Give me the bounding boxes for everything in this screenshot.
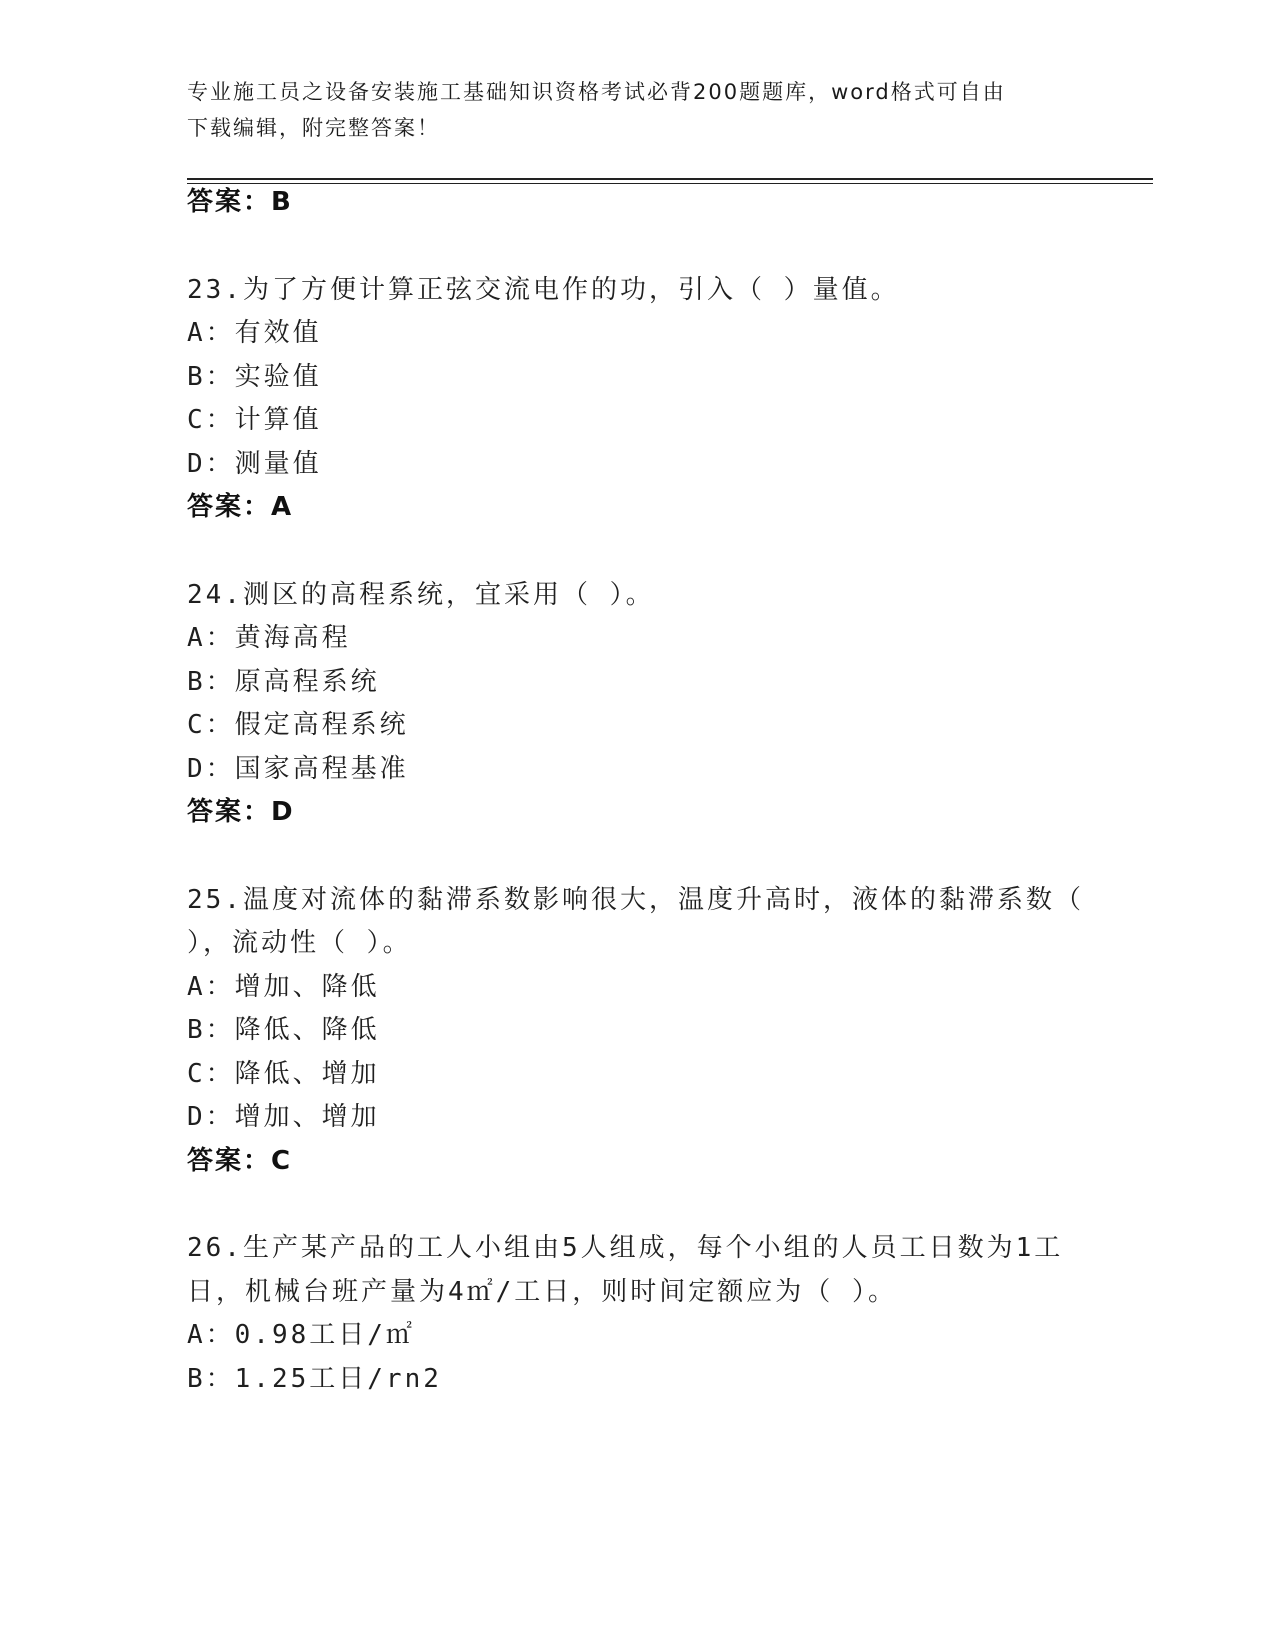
question-26-text-line-2: 日，机械台班产量为4㎡/工日，则时间定额应为（ ）。	[187, 1277, 897, 1307]
question-24-option-b: B：原高程系统	[187, 667, 380, 697]
question-24-answer: 答案：D	[187, 797, 295, 827]
question-24-text: 24.测区的高程系统，宜采用（ ）。	[187, 580, 655, 610]
question-24-option-d: D：国家高程基准	[187, 754, 409, 784]
question-25-option-a: A：增加、降低	[187, 972, 380, 1002]
question-23-answer: 答案：A	[187, 492, 294, 522]
question-25-answer: 答案：C	[187, 1146, 293, 1176]
question-25-text-line-2: ），流动性（ ）。	[187, 928, 412, 958]
question-25-option-c: C：降低、增加	[187, 1059, 380, 1089]
question-24-option-a: A：黄海高程	[187, 623, 351, 653]
question-26-option-b: B：1.25工日/rn2	[187, 1364, 442, 1394]
question-23-option-d: D：测量值	[187, 449, 322, 479]
question-23-option-b: B：实验值	[187, 362, 322, 392]
question-23-option-a: A：有效值	[187, 318, 322, 348]
header-divider-thick	[187, 178, 1153, 180]
question-25-option-b: B：降低、降低	[187, 1015, 380, 1045]
question-25-option-d: D：增加、增加	[187, 1102, 380, 1132]
question-24-option-c: C：假定高程系统	[187, 710, 409, 740]
question-26-option-a: A：0.98工日/㎡	[187, 1320, 415, 1350]
question-25-text-line-1: 25.温度对流体的黏滞系数影响很大，温度升高时，液体的黏滞系数（	[187, 885, 1084, 915]
answer-prev: 答案：B	[187, 187, 293, 217]
header-line-1: 专业施工员之设备安装施工基础知识资格考试必背200题题库，word格式可自由	[187, 80, 1006, 104]
question-23-text: 23.为了方便计算正弦交流电作的功，引入（ ）量值。	[187, 275, 900, 305]
question-26-text-line-1: 26.生产某产品的工人小组由5人组成，每个小组的人员工日数为1工	[187, 1233, 1064, 1263]
document-header	[187, 74, 1087, 146]
question-23-option-c: C：计算值	[187, 405, 322, 435]
header-divider-thin	[187, 183, 1153, 184]
header-line-2: 下载编辑，附完整答案！	[187, 116, 440, 140]
